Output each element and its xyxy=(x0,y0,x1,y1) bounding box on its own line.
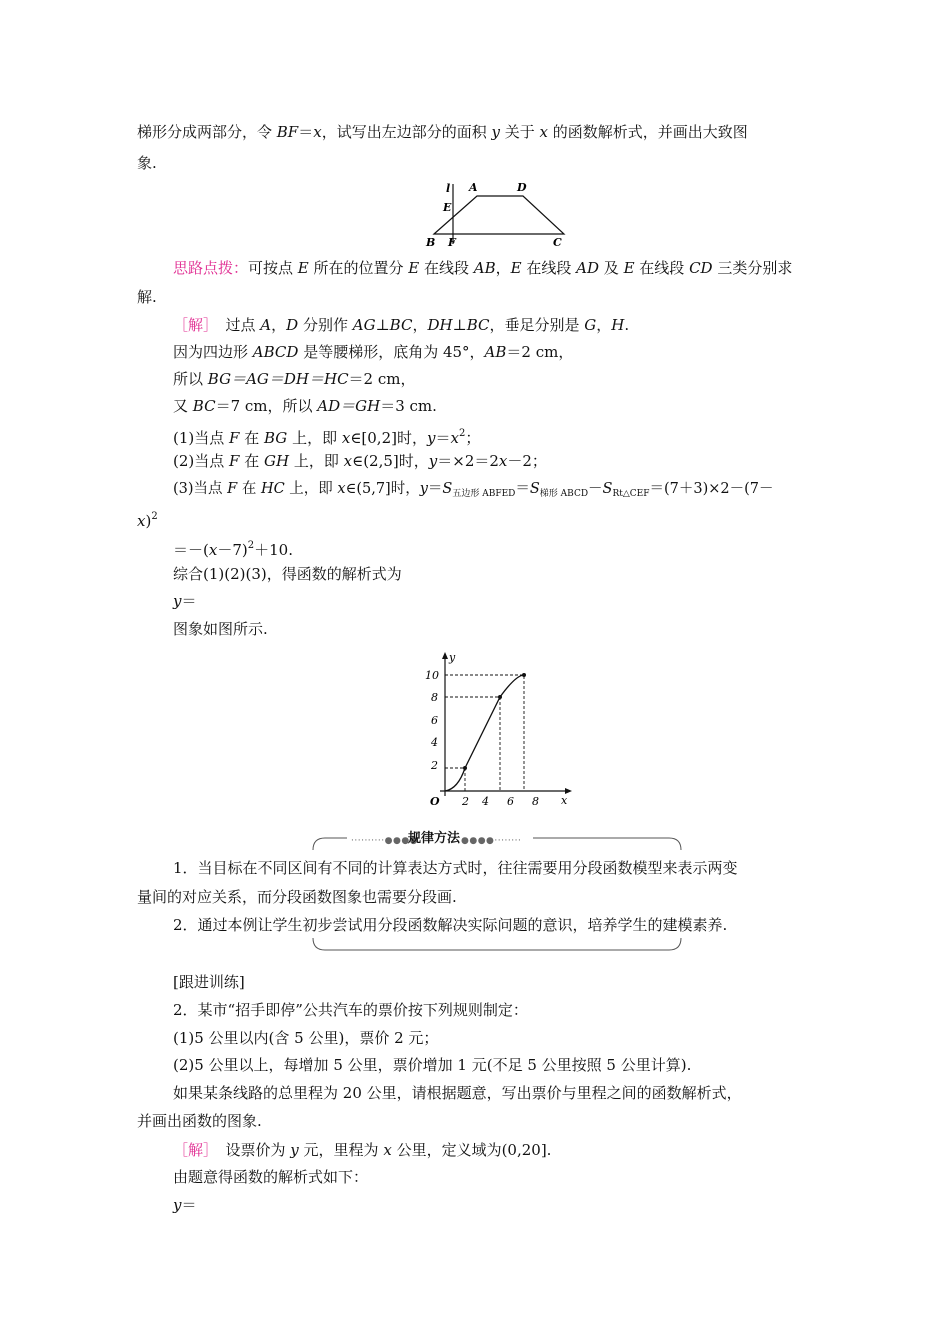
practice-answer-2: 由题意得函数的解析式如下： xyxy=(173,1168,369,1186)
x-tick-8: 8 xyxy=(532,795,539,808)
text: x xyxy=(343,452,353,470)
text: ＝×2＝2 xyxy=(437,452,499,470)
label-l: l xyxy=(446,182,451,195)
text: 关于 xyxy=(499,123,540,141)
hint-line-2: 解. xyxy=(137,288,157,306)
case-3-cont xyxy=(137,507,158,531)
function-graph xyxy=(420,648,580,808)
text: ∈[0,2]时， xyxy=(350,429,427,447)
text: 是等腰梯形，底角为 45°， xyxy=(298,343,485,361)
text: 可按点 xyxy=(248,259,298,277)
x-axis-label: x xyxy=(561,794,568,807)
text: DH xyxy=(427,316,453,334)
practice-q2: (1)5 公里以内(含 5 公里)，票价 2 元； xyxy=(173,1029,439,1047)
text: E xyxy=(623,259,635,277)
text: 在 xyxy=(239,429,264,447)
y-tick-4: 4 xyxy=(431,736,438,749)
text: 五边形 ABFED xyxy=(452,489,516,499)
text: H xyxy=(611,316,625,334)
text: y xyxy=(419,481,428,497)
method-p1-line2: 量间的对应关系，而分段函数图象也需要分段画. xyxy=(137,888,457,906)
text: ＝ xyxy=(435,429,451,447)
text: ∈(5,7]时， xyxy=(345,481,420,497)
guide-10 xyxy=(445,675,524,791)
text: ＝2 cm， xyxy=(348,370,416,388)
text: y xyxy=(173,1196,182,1214)
text: 所以 xyxy=(173,370,208,388)
text: . xyxy=(624,316,630,334)
intro-line-2: 象. xyxy=(137,154,157,172)
x-tick-2: 2 xyxy=(462,795,469,808)
text: 在线段 xyxy=(634,259,690,277)
practice-q1: 2．某市“招手即停”公共汽车的票价按下列规则制定： xyxy=(173,1001,528,1019)
case-3 xyxy=(173,479,774,504)
text: 及 xyxy=(599,259,624,277)
practice-answer-1 xyxy=(173,1140,551,1160)
y-axis-arrow xyxy=(442,652,448,659)
text: ABCD xyxy=(252,343,299,361)
method-dots-left: ··········●●●● xyxy=(351,836,419,846)
label-F: F xyxy=(448,236,456,248)
text: x xyxy=(337,481,346,497)
text: y xyxy=(428,452,438,470)
case-1 xyxy=(173,424,480,448)
text: x xyxy=(341,429,351,447)
text: ＝3 cm. xyxy=(380,397,437,415)
text: 2 xyxy=(151,511,158,522)
summary-line: 综合(1)(2)(3)，得函数的解析式为 xyxy=(173,565,402,583)
text: －2； xyxy=(507,452,547,470)
text: ＝ xyxy=(515,481,530,497)
label-A: A xyxy=(469,181,478,194)
y-equals xyxy=(173,591,197,611)
text: F xyxy=(229,429,240,447)
solution-tag: ［解］ xyxy=(173,316,211,334)
text: － xyxy=(588,481,603,497)
text: ＋10. xyxy=(254,541,293,559)
solution-line-2 xyxy=(173,342,573,362)
x-tick-4: 4 xyxy=(482,795,489,808)
method-p2: 2．通过本例让学生初步尝试用分段函数解决实际问题的意识，培养学生的建模素养. xyxy=(173,916,728,934)
text: －7) xyxy=(217,541,248,559)
text: ＝2 cm， xyxy=(506,343,574,361)
text: ， xyxy=(271,316,287,334)
guide-8 xyxy=(445,697,500,791)
text: 分别作 xyxy=(298,316,353,334)
text: ∈(2,5]时， xyxy=(352,452,429,470)
text: BG xyxy=(264,429,288,447)
text: F xyxy=(227,481,238,497)
graph-caption: 图象如图所示. xyxy=(173,620,268,638)
text: BC xyxy=(192,397,216,415)
text: AD＝GH xyxy=(317,397,381,415)
label-B: B xyxy=(426,236,436,248)
text: (1)当点 xyxy=(173,429,230,447)
label-E: E xyxy=(443,201,452,214)
text: 上，即 xyxy=(284,481,338,497)
text: AB xyxy=(484,343,507,361)
practice-answer-3 xyxy=(173,1195,197,1215)
text: Rt△CEF xyxy=(612,489,650,499)
intro-line-1 xyxy=(137,122,748,142)
x-tick-6: 6 xyxy=(507,795,514,808)
text: 2 xyxy=(247,540,255,551)
y-axis-label: y xyxy=(449,651,456,664)
text: ＝ xyxy=(298,123,314,141)
text: AD xyxy=(576,259,600,277)
text: BC xyxy=(389,316,413,334)
text: BF xyxy=(276,123,299,141)
text: 梯形 ABCD xyxy=(539,489,589,499)
text: ， xyxy=(596,316,612,334)
text: 的函数解析式，并画出大致图 xyxy=(547,123,748,141)
point-7-10 xyxy=(522,673,526,677)
function-curve xyxy=(445,675,524,791)
text: ＝ xyxy=(427,481,443,497)
text: 在 xyxy=(239,452,264,470)
solution-line-1 xyxy=(173,315,629,335)
text: E xyxy=(297,259,309,277)
text: 因为四边形 xyxy=(173,343,253,361)
text: x xyxy=(313,123,322,141)
text: ， xyxy=(412,316,428,334)
hint-label: 思路点拨： xyxy=(173,259,249,277)
text: 又 xyxy=(173,397,193,415)
text: 过点 xyxy=(210,316,261,334)
text: GH xyxy=(264,452,290,470)
text: 三类分别求 xyxy=(712,259,793,277)
text: y xyxy=(491,123,500,141)
y-tick-8: 8 xyxy=(431,691,438,704)
text: x xyxy=(539,123,548,141)
trapezoid-figure xyxy=(422,178,572,248)
text: (2)当点 xyxy=(173,452,230,470)
text: 公里，定义域为(0,20]. xyxy=(391,1141,552,1159)
method-box-title: 规律方法 xyxy=(408,831,461,846)
label-D: D xyxy=(517,181,527,194)
case-2 xyxy=(173,451,547,471)
text: y xyxy=(290,1141,299,1159)
text: ⊥ xyxy=(375,316,390,334)
solution-line-3 xyxy=(173,369,415,389)
method-p1-line1: 1．当目标在不同区间有不同的计算表达方式时，往往需要用分段函数模型来表示两变 xyxy=(173,859,738,877)
text: S xyxy=(602,481,613,497)
text: 上，即 xyxy=(287,429,342,447)
text: ＝ xyxy=(181,592,197,610)
guide-2 xyxy=(445,768,465,791)
text: ) xyxy=(145,512,152,530)
text: 上，即 xyxy=(289,452,344,470)
text: 在 xyxy=(237,481,261,497)
text: x xyxy=(383,1141,392,1159)
text: x xyxy=(208,541,218,559)
y-tick-6: 6 xyxy=(431,714,438,727)
text: D xyxy=(286,316,299,334)
case-3-result xyxy=(173,536,293,560)
text: AG xyxy=(352,316,376,334)
point-5-8 xyxy=(498,695,502,699)
practice-q4: 如果某条线路的总里程为 20 公里，请根据题意，写出票价与里程之间的函数解析式， xyxy=(173,1084,742,1102)
text: ，垂足分别是 xyxy=(489,316,585,334)
origin-label: O xyxy=(430,795,440,808)
text: x xyxy=(450,429,459,447)
method-dots-right: ●●●●········ xyxy=(461,836,522,846)
text: ； xyxy=(465,429,481,447)
text: ＝ xyxy=(181,1196,197,1214)
text: ＝7 cm，所以 xyxy=(215,397,318,415)
text: BC xyxy=(466,316,490,334)
text: E xyxy=(408,259,420,277)
text: 设票价为 xyxy=(210,1141,291,1159)
text: 梯形分成两部分，令 xyxy=(137,123,277,141)
text: y xyxy=(426,429,436,447)
text: 所在的位置分 xyxy=(308,259,409,277)
label-C: C xyxy=(553,236,562,248)
text: G xyxy=(584,316,597,334)
text: 在线段 xyxy=(521,259,577,277)
text: F xyxy=(229,452,240,470)
practice-q3: (2)5 公里以上，每增加 5 公里，票价增加 1 元(不足 5 公里按照 5 公里计算). xyxy=(173,1056,692,1074)
y-tick-10: 10 xyxy=(425,669,439,682)
practice-tag: ［解］ xyxy=(173,1141,211,1159)
text: ⊥ xyxy=(452,316,467,334)
text: x xyxy=(137,512,146,530)
text: S xyxy=(442,481,453,497)
text: 2 xyxy=(458,428,466,439)
text: 在线段 xyxy=(419,259,474,277)
point-2-2 xyxy=(463,766,467,770)
practice-heading: [跟进训练] xyxy=(173,973,245,991)
text: x xyxy=(498,452,508,470)
text: HC xyxy=(260,481,285,497)
text: AB xyxy=(473,259,496,277)
text: A xyxy=(260,316,272,334)
y-tick-2: 2 xyxy=(431,759,438,772)
text: y xyxy=(173,592,182,610)
practice-q5: 并画出函数的图象. xyxy=(137,1112,262,1130)
text: ＝(7＋3)×2－(7－ xyxy=(649,481,774,497)
text: (3)当点 xyxy=(173,481,228,497)
text: ，试写出左边部分的面积 xyxy=(321,123,492,141)
text: S xyxy=(529,481,540,497)
text: ＝－( xyxy=(173,541,209,559)
hint-line-1 xyxy=(173,258,792,278)
solution-line-4 xyxy=(173,396,437,416)
text: ， xyxy=(495,259,511,277)
text: 元，里程为 xyxy=(298,1141,384,1159)
text: BG＝AG＝DH＝HC xyxy=(207,370,349,388)
text: CD xyxy=(689,259,713,277)
text: E xyxy=(510,259,522,277)
